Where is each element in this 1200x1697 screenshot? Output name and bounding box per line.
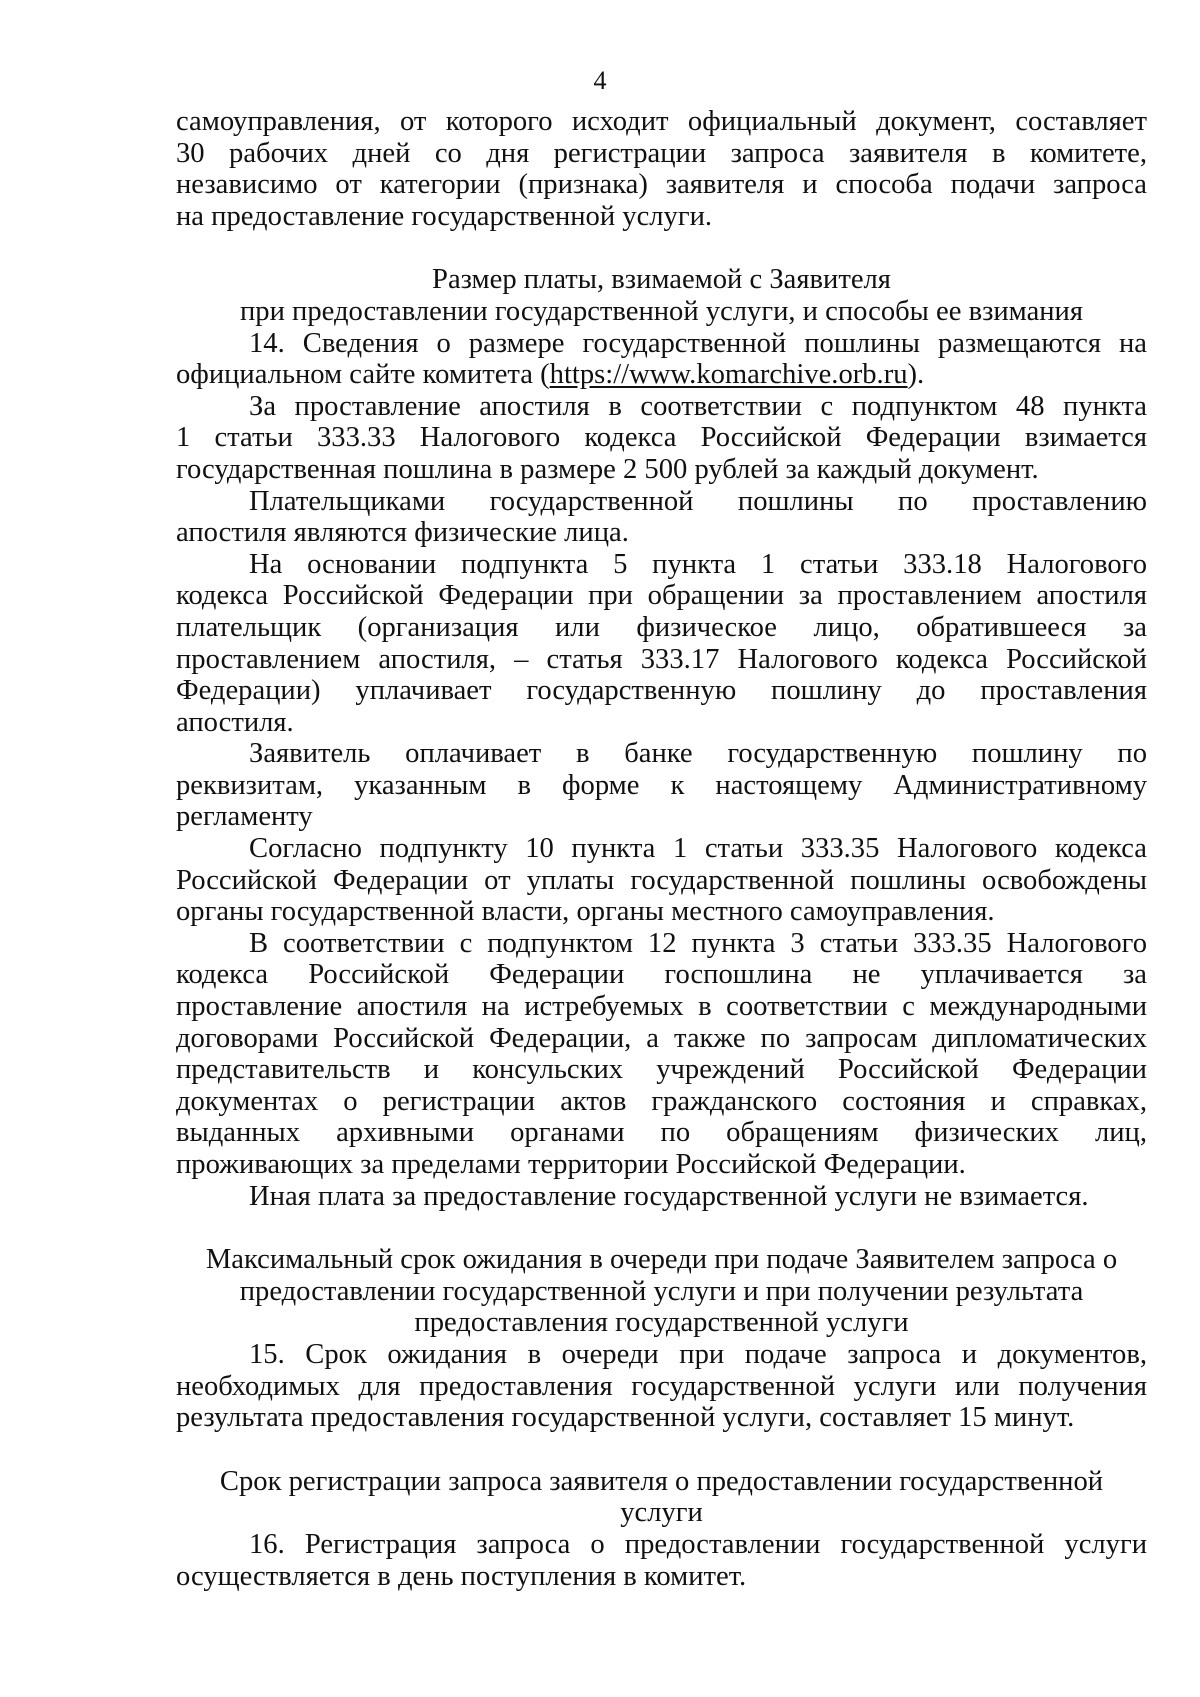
paragraph-payers <box>176 486 1147 549</box>
paragraph-exemption <box>176 833 1147 928</box>
section-heading-queue <box>176 1244 1147 1339</box>
text-line: Иная плата за предоставление государственной услуги не взимается. <box>249 1180 1089 1212</box>
text-line: 1 статьи 333.33 Налогового кодекса Российской Федерации взимается <box>176 422 1147 454</box>
heading-line: при предоставлении государственной услуги, и способы ее взимания <box>239 295 1084 327</box>
text-line: Плательщиками государственной пошлины по проставлению <box>249 485 1147 517</box>
text-line: осуществляется в день поступления в комитет. <box>176 1560 747 1592</box>
text-line: апостиля являются физические лица. <box>176 517 629 549</box>
heading-line: Максимальный срок ожидания в очереди при подаче Заявителем запроса о <box>205 1244 1118 1276</box>
text-line: необходимых для предоставления государственной услуги или получения <box>176 1370 1147 1402</box>
heading-line: услуги <box>620 1497 703 1529</box>
text-fragment: официальном сайте комитета ( <box>176 359 550 391</box>
heading-line: Размер платы, взимаемой с Заявителя <box>432 264 891 296</box>
text-line: 30 рабочих дней со дня регистрации запроса заявителя в комитете, <box>176 137 1147 169</box>
text-line: представительств и консульских учреждений Российской Федерации <box>176 1054 1147 1086</box>
text-line: проставление апостиля на истребуемых в соответствии с международными <box>176 991 1147 1023</box>
text-line: реквизитам, указанным в форме к настоящему Административному <box>176 769 1147 801</box>
text-line: проживающих за пределами территории Российской Федерации. <box>176 1149 966 1180</box>
text-line: результата предоставления государственной услуги, составляет 15 минут. <box>176 1402 1075 1434</box>
heading-line: предоставлении государственной услуги и при получении результата <box>239 1275 1084 1307</box>
paragraph-other-fee <box>176 1181 1147 1213</box>
text-line: кодекса Российской Федерации при обращении за проставлением апостиля <box>176 580 1147 612</box>
paragraph-bank-payment <box>176 738 1147 833</box>
paragraph-14 <box>176 328 1147 391</box>
paragraph-intro <box>176 106 1147 232</box>
text-line: За проставление апостиля в соответствии с подпунктом 48 пункта <box>249 390 1147 422</box>
text-line: государственная пошлина в размере 2 500 рублей за каждый документ. <box>176 453 1039 485</box>
text-line: кодекса Российской Федерации госпошлина не уплачивается за <box>176 959 1147 991</box>
text-line: Федерации) уплачивает государственную пошлину до проставления <box>176 675 1147 707</box>
text-line <box>176 359 1147 391</box>
text-line: регламенту <box>176 801 313 833</box>
text-line: Российской Федерации от уплаты государственной пошлины освобождены <box>176 864 1147 896</box>
text-line: выданных архивными органами по обращениям физических лиц, <box>176 1117 1147 1149</box>
text-line: Заявитель оплачивает в банке государственную пошлину по <box>249 738 1147 770</box>
section-heading-registration <box>176 1466 1147 1529</box>
paragraph-apostille-fee <box>176 391 1147 486</box>
heading-line: Срок регистрации запроса заявителя о предоставлении государственной <box>219 1465 1104 1497</box>
text-line: На основании подпункта 5 пункта 1 статьи 333.18 Налогового <box>249 548 1147 580</box>
text-line: проставлением апостиля, – статья 333.17 Налогового кодекса Российской <box>176 643 1147 675</box>
text-line: 16. Регистрация запроса о предоставлении государственной услуги <box>249 1528 1147 1560</box>
text-line: В соответствии с подпунктом 12 пункта 3 статьи 333.35 Налогового <box>249 927 1147 959</box>
text-line: самоуправления, от которого исходит официальный документ, составляет <box>176 106 1147 137</box>
paragraph-15 <box>176 1339 1147 1434</box>
paragraph-16 <box>176 1529 1147 1592</box>
page-number: 4 <box>593 66 607 95</box>
text-line: 15. Срок ожидания в очереди при подаче запроса и документов, <box>249 1338 1147 1370</box>
text-line: Согласно подпункту 10 пункта 1 статьи 333.35 Налогового кодекса <box>249 833 1147 865</box>
paragraph-basis <box>176 549 1147 739</box>
committee-website-link[interactable]: https://www.komarchive.orb.ru <box>549 359 908 391</box>
text-line: договорами Российской Федерации, а также по запросам дипломатических <box>176 1022 1147 1054</box>
text-fragment: ). <box>907 359 925 391</box>
document-body <box>176 106 1147 1592</box>
text-line: органы государственной власти, органы местного самоуправления. <box>176 896 995 928</box>
text-line: апостиля. <box>176 706 294 738</box>
text-line: документах о регистрации актов гражданского состояния и справках, <box>176 1085 1147 1117</box>
text-line: 14. Сведения о размере государственной пошлины размещаются на <box>249 327 1147 359</box>
section-heading-fee <box>176 264 1147 327</box>
heading-line: предоставления государственной услуги <box>414 1307 909 1339</box>
text-line: на предоставление государственной услуги. <box>176 200 713 232</box>
paragraph-not-paid <box>176 928 1147 1181</box>
text-line: плательщик (организация или физическое лицо, обратившееся за <box>176 611 1147 643</box>
text-line: независимо от категории (признака) заявителя и способа подачи запроса <box>176 169 1147 201</box>
